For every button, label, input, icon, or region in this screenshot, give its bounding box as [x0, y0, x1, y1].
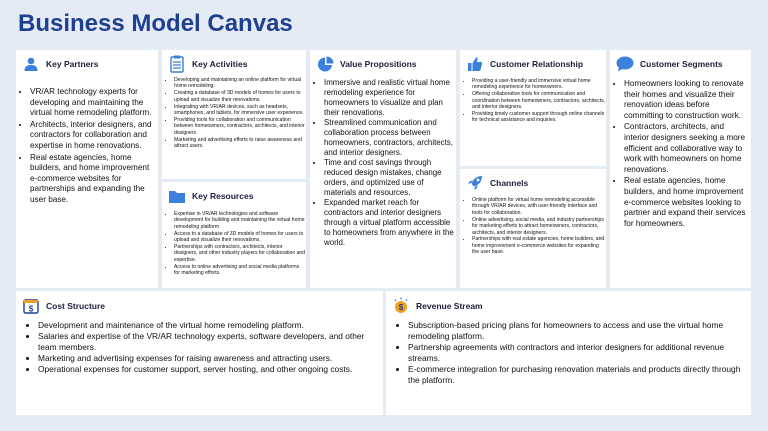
list-item: • Time and cost savings through reduced design mistakes, change orders, and optimized use of materials and resources. [324, 158, 456, 198]
list-item: • Contractors, architects, and interior designers seeking a more efficient and collaborative way to work with homeowners on home renovations. [624, 122, 751, 175]
list-item: • Providing timely customer support through online channels for technical assistance and inquiries. [472, 111, 606, 124]
cost-structure-list [16, 320, 383, 375]
cost-structure-heading: Cost Structure [46, 301, 106, 311]
customer-relationship-heading: Customer Relationship [490, 59, 584, 69]
list-item: • Operational expenses for customer support, server hosting, and other ongoing costs. [38, 364, 383, 375]
key-partners-card [16, 50, 158, 288]
customer-relationship-card [460, 50, 606, 166]
speech-bubble-icon [616, 55, 634, 73]
key-resources-heading: Key Resources [192, 191, 254, 201]
list-item: • Providing tools for collaboration and communication between homeowners, contractors, architects, and interior designers. [174, 117, 306, 136]
customer-relationship-header [466, 54, 606, 74]
thumbs-up-icon [466, 55, 484, 73]
svg-text:$: $ [398, 303, 404, 312]
channels-list [460, 197, 606, 256]
revenue-icon [392, 297, 410, 315]
list-item: • E-commerce integration for purchasing renovation materials and products directly through the platform. [408, 364, 751, 386]
customer-segments-card [610, 50, 751, 288]
revenue-stream-list [386, 320, 751, 386]
list-item: • Online advertising, social media, and industry partnerships for marketing efforts to attract homeowners, contractors, architects, and interior designers. [472, 217, 606, 236]
list-item: • Real estate agencies, home builders, and home improvement e-commerce websites looking to partner and expand their services for homeowners. [624, 176, 751, 229]
page-title: Business Model Canvas [18, 10, 293, 37]
list-item: • Homeowners looking to renovate their homes and visualize their renovation ideas before committing to construction work. [624, 79, 751, 121]
channels-heading: Channels [490, 178, 529, 188]
revenue-stream-header [392, 296, 751, 316]
list-item: • Partnerships with real estate agencies, home builders, and home improvement e-commerce websites for expanding the user base. [472, 236, 606, 255]
svg-text:$: $ [28, 304, 34, 314]
list-item: • Access to online advertising and social media platforms for marketing efforts. [174, 264, 306, 277]
key-partners-header [22, 54, 158, 74]
list-item: • Developing and maintaining an online platform for virtual home remodeling. [174, 77, 306, 90]
key-activities-list [162, 77, 306, 149]
list-item: • Salaries and expertise of the VR/AR technology experts, software developers, and other team members. [38, 331, 383, 353]
list-item: • VR/AR technology experts for developing and maintaining the virtual home remodeling platform. [30, 87, 158, 119]
list-item: • Expertise in VR/AR technologies and software development for building and maintaining the virtual home remodeling platform [174, 211, 306, 230]
revenue-stream-heading: Revenue Stream [416, 301, 483, 311]
key-activities-header [168, 54, 306, 74]
list-item: • Providing a user-friendly and immersive virtual home remodeling experience for homeowners. [472, 78, 606, 91]
key-resources-header [168, 186, 306, 206]
channels-header [466, 173, 606, 193]
list-item: • Immersive and realistic virtual home remodeling experience for homeowners to visualize and plan their renovations. [324, 78, 456, 118]
cost-structure-header [22, 296, 383, 316]
customer-segments-header [616, 54, 751, 74]
list-item: • Integrating with VR/AR devices, such as headsets, smartphones, and tablets, for immersive user experience. [174, 104, 306, 117]
key-partners-heading: Key Partners [46, 59, 99, 69]
customer-segments-list [610, 79, 751, 229]
list-item: • Access to a database of 3D models of homes for users to upload and visualize their renovations. [174, 231, 306, 244]
list-item: • Online platform for virtual home remodeling accessible through VR/AR devices, with user-friendly interface and tools for collaboration. [472, 197, 606, 216]
money-icon [22, 297, 40, 315]
person-icon [22, 55, 40, 73]
key-resources-card [162, 182, 306, 288]
list-item: • Development and maintenance of the virtual home remodeling platform. [38, 320, 383, 331]
list-item: • Marketing and advertising expenses for raising awareness and attracting users. [38, 353, 383, 364]
value-propositions-card [310, 50, 456, 288]
list-item: • Partnership agreements with contractors and interior designers for additional revenue streams. [408, 342, 751, 364]
key-activities-card [162, 50, 306, 179]
value-propositions-list [310, 78, 456, 248]
customer-relationship-list [460, 78, 606, 124]
list-item: • Expanded market reach for contractors and interior designers through a virtual platform accessible to homeowners from anywhere in the world. [324, 198, 456, 248]
value-propositions-heading: Value Propositions [340, 59, 417, 69]
key-partners-list [16, 87, 158, 206]
rocket-icon [466, 174, 484, 192]
pie-chart-icon [316, 55, 334, 73]
folder-icon [168, 187, 186, 205]
cost-structure-card [16, 291, 383, 415]
list-item: • Subscription-based pricing plans for homeowners to access and use the virtual home remodeling platform. [408, 320, 751, 342]
revenue-stream-card [386, 291, 751, 415]
list-item: • Architects, interior designers, and contractors for collaboration and expertise in home renovations. [30, 120, 158, 152]
key-resources-list [162, 211, 306, 277]
list-item: • Partnerships with contractors, architects, interior designers, and other industry players for collaboration and expertise. [174, 244, 306, 263]
list-item: • Streamlined communication and collaboration process between homeowners, contractors, architects, and interior designers. [324, 118, 456, 158]
channels-card [460, 169, 606, 288]
value-propositions-header [316, 54, 456, 74]
list-item: • Marketing and advertising efforts to raise awareness and attract users. [174, 137, 306, 150]
list-item: • Offering collaborative tools for communication and coordination between homeowners, contractors, architects, and interior designers. [472, 91, 606, 110]
list-item: • Creating a database of 3D models of homes for users to upload and visualize their renovations. [174, 90, 306, 103]
key-activities-heading: Key Activities [192, 59, 248, 69]
customer-segments-heading: Customer Segments [640, 59, 723, 69]
checklist-icon [168, 55, 186, 73]
list-item: • Real estate agencies, home builders, and home improvement e-commerce websites for partnerships and expanding the user base. [30, 153, 158, 206]
